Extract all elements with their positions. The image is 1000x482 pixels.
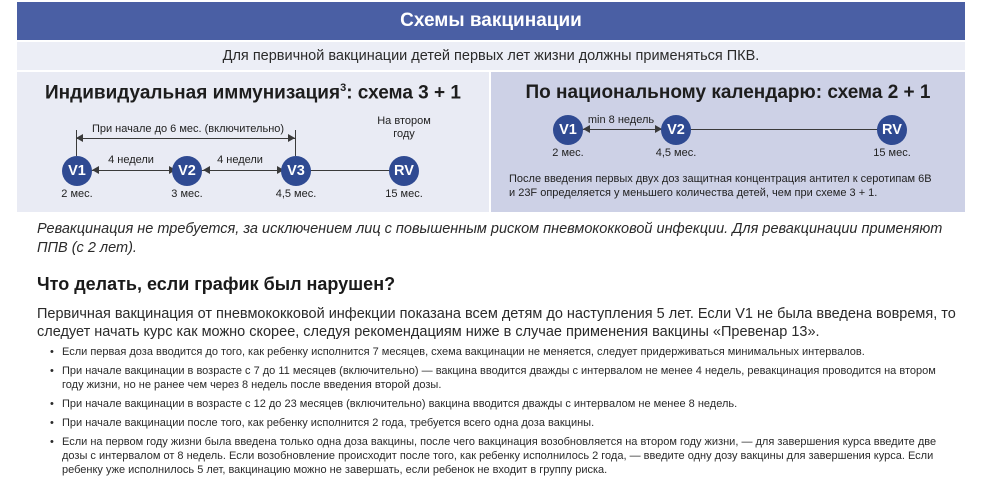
- national-dose-node-v1: V1: [553, 115, 583, 145]
- national-calendar-title: По национальному календарю: схема 2 + 1: [525, 82, 931, 103]
- list-item: • Если первая доза вводится до того, как ребенку исполнится 7 месяцев, схема вакцинации не меняется, следует придерживаться минимальных интервалов.: [50, 345, 950, 359]
- interval2-label: 4 недели: [217, 154, 263, 166]
- bracket-label: При начале до 6 мес. (включительно): [91, 123, 285, 135]
- dose-age-v3: 4,5 мес.: [275, 188, 317, 200]
- dose-node-v3: V3: [281, 156, 311, 186]
- national-dose-age-v1: 2 мес.: [552, 147, 584, 159]
- timeline-line: [77, 170, 405, 171]
- booster-label: На втором году: [377, 115, 431, 140]
- bracket-arrow-right: [288, 134, 295, 142]
- bracket-line: [76, 138, 296, 139]
- interval1-label: 4 недели: [108, 154, 154, 166]
- subheader-text: Для первичной вакцинации детей первых лет жизни должны применяться ПКВ.: [222, 48, 760, 64]
- interval2-arrow-left: [203, 166, 210, 174]
- header-title: Схемы вакцинации: [400, 10, 582, 31]
- national-timeline-line: [568, 129, 892, 130]
- recommendations-list: [50, 345, 950, 482]
- section-intro: Первичная вакцинация от пневмококковой инфекции показана всем детям до наступления 5 лет. Если V1 не была введена вовремя, то следует начать курс как можно скорее, следуя рекомендациям ниже в случае применения вакцины «Превенар 13».: [37, 306, 956, 340]
- national-interval-label: min 8 недель: [587, 114, 655, 126]
- subheader: [17, 42, 965, 70]
- page-header: [17, 2, 965, 40]
- national-calendar-note: После введения первых двух доз защитная концентрация антител к серотипам 6В и 23F определяется у меньшего количества детей, чем при схеме 3 + 1.: [509, 173, 932, 199]
- list-item: • Если на первом году жизни была введена только одна доза вакцины, после чего вакцинация возобновляется на втором году жизни, — для завершения курса введите две дозы с интервалом от 8 недель. Если возобновление происходит после того, как ребенку исполнилось 2 года, — введите одну дозу вакцины для завершения курса. Если ребенку уже исполнилось 5 лет, вакцинацию можно не завершать, если ребенок не входит в группу риска.: [50, 435, 950, 477]
- national-dose-node-rv: RV: [877, 115, 907, 145]
- individual-scheme-panel: [17, 72, 489, 212]
- dose-age-rv: 15 мес.: [385, 188, 423, 200]
- national-dose-age-rv: 15 мес.: [873, 147, 911, 159]
- national-interval-arrow-left: [583, 125, 590, 133]
- dose-age-v1: 2 мес.: [61, 188, 93, 200]
- section-title: Что делать, если график был нарушен?: [37, 274, 396, 294]
- national-dose-age-v2: 4,5 мес.: [655, 147, 697, 159]
- dose-node-v2: V2: [172, 156, 202, 186]
- bracket-arrow-left: [76, 134, 83, 142]
- national-dose-node-v2: V2: [661, 115, 691, 145]
- dose-age-v2: 3 мес.: [171, 188, 203, 200]
- bracket-right-tick: [295, 130, 296, 156]
- dose-node-v1: V1: [62, 156, 92, 186]
- dose-node-rv: RV: [389, 156, 419, 186]
- list-item: • При начале вакцинации после того, как ребенку исполнится 2 года, требуется всего одна доза вакцины.: [50, 416, 950, 430]
- list-item: • При начале вакцинации в возрасте с 7 до 11 месяцев (включительно) — вакцина вводится дважды с интервалом не менее 4 недель, ревакцинация проводится на втором году жизни, но не ранее чем через 8 недель после введения второй дозы.: [50, 364, 950, 392]
- individual-scheme-title: Индивидуальная иммунизация$^3$: схема 3 + 1: [45, 82, 461, 104]
- footnote-marker: 3: [340, 82, 347, 94]
- list-item: • При начале вакцинации в возрасте с 12 до 23 месяцев (включительно) вакцина вводится дважды с интервалом не менее 8 недель.: [50, 397, 950, 411]
- interval1-arrow-left: [92, 166, 99, 174]
- revaccination-note: Ревакцинация не требуется, за исключением лиц с повышенным риском пневмококковой инфекции. Для ревакцинации применяют ППВ (с 2 лет).: [37, 221, 943, 256]
- national-calendar-panel: [491, 72, 965, 212]
